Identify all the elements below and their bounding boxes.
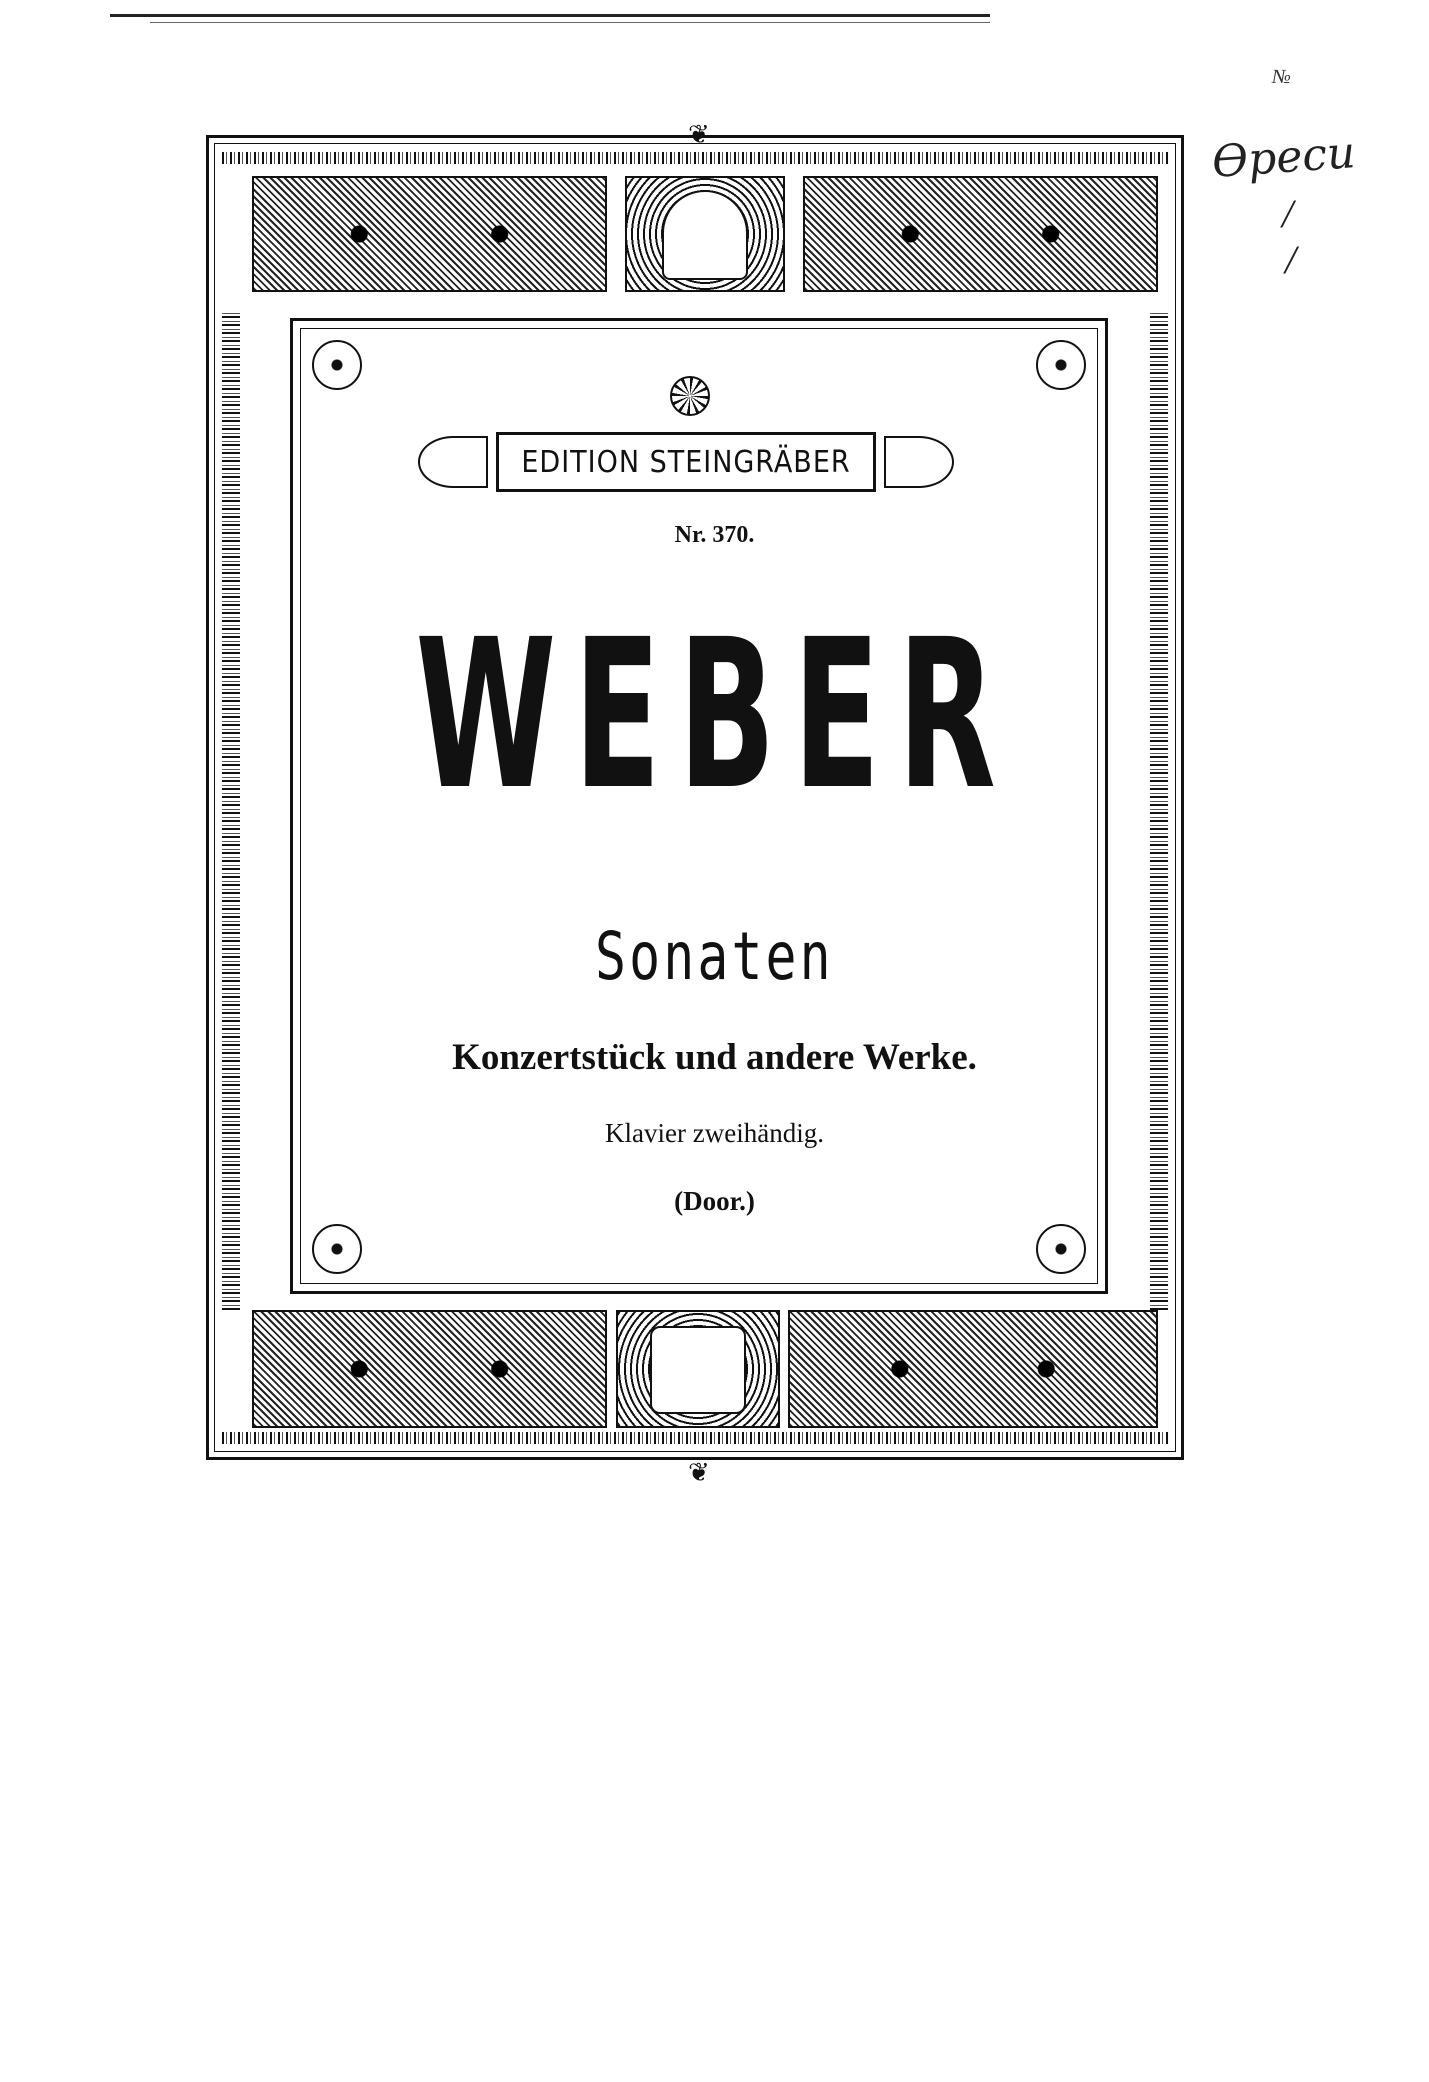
work-subtitle: Konzertstück und andere Werke. xyxy=(452,1037,977,1078)
work-title: Sonaten xyxy=(594,918,834,995)
handwritten-note: Ѳреси xyxy=(1210,127,1357,188)
frame-band-bottom xyxy=(222,1432,1168,1444)
ornamental-panel-top-right xyxy=(803,176,1158,292)
top-scan-rule-thin xyxy=(150,22,990,23)
corner-ornament-icon xyxy=(312,340,362,390)
frame-band-left xyxy=(222,310,240,1310)
instrumentation: Klavier zweihändig. xyxy=(605,1118,824,1148)
corner-mark: № xyxy=(1272,66,1291,88)
publisher-banner xyxy=(496,432,876,492)
ornamental-panel-top-left xyxy=(252,176,607,292)
top-scan-rule xyxy=(110,14,990,17)
corner-ornament-icon xyxy=(1036,340,1086,390)
composer-name: WEBER xyxy=(415,595,1014,835)
banner-scroll-left-icon xyxy=(418,436,488,488)
banner-crest-icon xyxy=(670,376,710,416)
banner-scroll-right-icon xyxy=(884,436,954,488)
bottom-fleuron-icon: ❦ xyxy=(688,1458,710,1487)
handwritten-mark-1: / xyxy=(1282,191,1294,236)
ornamental-panel-bottom-left xyxy=(252,1310,607,1428)
catalog-number: Nr. 370. xyxy=(674,522,755,548)
editor-credit: (Door.) xyxy=(674,1186,755,1216)
corner-ornament-icon xyxy=(312,1224,362,1274)
muse-figure-icon xyxy=(662,190,748,280)
publisher-name: EDITION STEINGRÄBER xyxy=(521,444,851,480)
corner-ornament-icon xyxy=(1036,1224,1086,1274)
top-fleuron-icon: ❦ xyxy=(688,120,710,149)
ornamental-panel-bottom-right xyxy=(788,1310,1158,1428)
instruments-trophy-icon xyxy=(650,1326,746,1414)
handwritten-mark-2: / xyxy=(1285,237,1297,282)
frame-band-top xyxy=(222,152,1168,164)
